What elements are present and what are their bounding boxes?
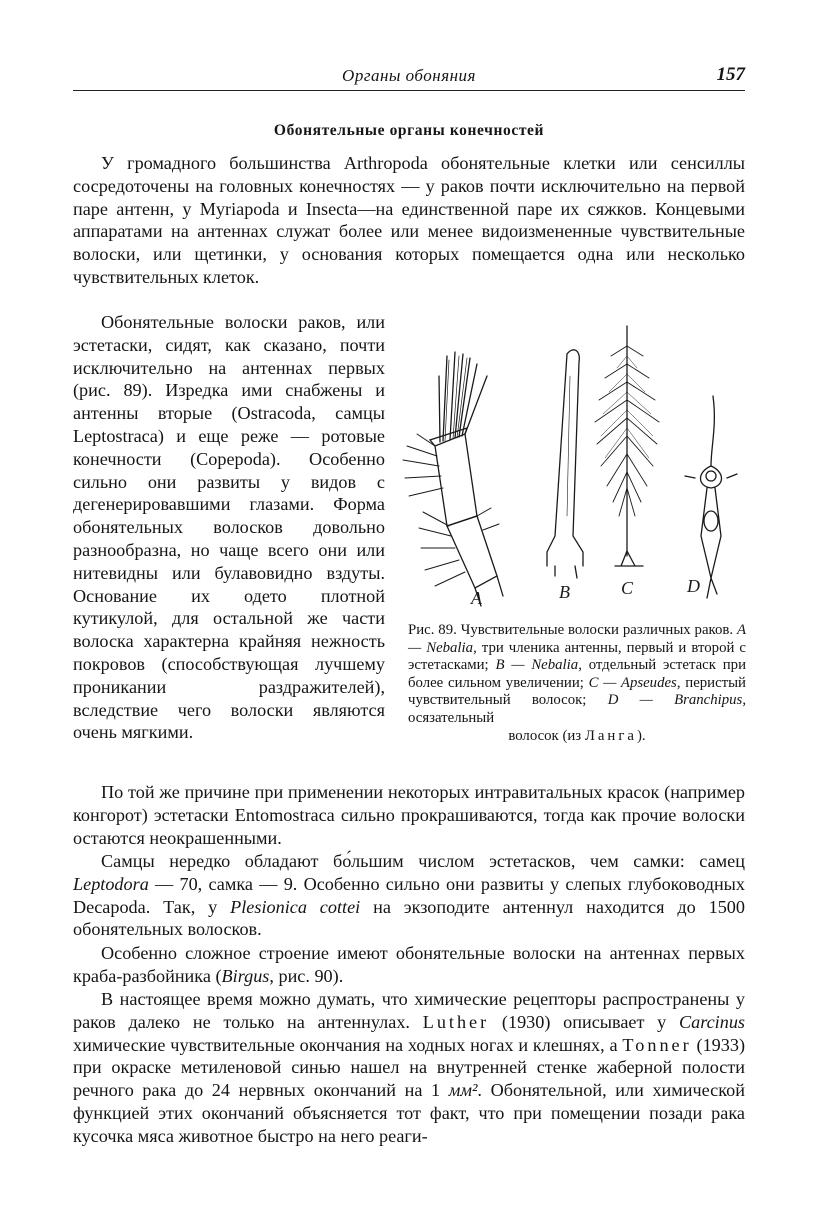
- paragraph-text: . Обонятельной, или химической функцией этих окончаний объясняется тот факт, что при помещении позади рака кусочка мяса животное быстро на него реаги-: [73, 1080, 745, 1146]
- author-name: Tonner: [622, 1034, 692, 1055]
- drawing-b: [547, 350, 583, 578]
- caption-author: Ланга: [584, 727, 637, 744]
- caption-last-line: [408, 728, 746, 746]
- caption-text: , осязательный: [408, 692, 747, 726]
- caption-text: , отдельный эстетаск при более сильном увеличении;: [408, 657, 746, 691]
- paragraph-text: (1933) при окраске метиленовой синью нашел на внутренней стенке жаберной полости речного рака до 24 нервных окончаний на 1: [73, 1034, 745, 1101]
- figure-label-a: A: [471, 588, 482, 608]
- figure-caption: [408, 622, 746, 745]
- paragraph-2: Обонятельные волоски раков, или эстетаски, сидят, как сказано, почти исключительно на антеннах первых (рис. 89). Изредка ими снабжены и антенны вторые (Ostracoda, самцы Leptostraca) и еще реже — ротовые конечности (Copepoda). Особенно сильно они развиты у видов с дегенерировавшими глазами. Форма обонятельных волосков довольно разнообразна, но чаще всего они или нитевидны или булавовидно вздуты. Основание их одето плотной кутикулой, для остальной же части волоска характерна крайняя нежность покровов (способствующая лучшему проникании раздражителей), вследствие чего волоски являются очень мягкими.: [73, 312, 385, 743]
- paragraph-1: У громадного большинства Arthropoda обонятельные клетки или сенсиллы сосредоточены на головных конечностях — у раков почти исключительно на первой паре антенн, у Myriapoda и Insecta—на единственной паре их сяжков. Концевыми аппаратами на антеннах служат более или менее видоизмененные чувствительные волоски, или щетинки, у основания которых помещается одна или несколько чувствительных клеток.: [73, 153, 745, 287]
- taxon-name: Leptodora: [73, 873, 149, 894]
- figure-label-c: C: [621, 578, 634, 598]
- taxon-name: Birgus: [221, 965, 270, 986]
- taxon-name: Plesionica cottei: [230, 896, 361, 917]
- drawing-d: [685, 396, 737, 598]
- caption-text: , перистый чувствительный волосок;: [408, 674, 746, 709]
- paragraph-text: Самцы нередко обладают бо́льшим числом эстетасков, чем самки: самец: [101, 851, 745, 871]
- paragraph-text: , рис. 90).: [269, 965, 344, 986]
- unit: мм²: [448, 1080, 478, 1101]
- paragraph-6: [73, 988, 745, 1148]
- caption-taxon: D — Branchipus: [607, 692, 743, 709]
- caption-text: Рис. 89. Чувствительные волоски различных раков.: [408, 622, 737, 638]
- figure-label-b: B: [559, 582, 570, 602]
- drawing-a: [403, 352, 503, 606]
- taxon-name: Carcinus: [678, 1011, 746, 1032]
- running-header: [73, 64, 745, 91]
- caption-taxon: A — Nebalia: [408, 622, 746, 656]
- drawing-c: [595, 326, 659, 566]
- paragraph-3: По той же причине при применении некоторых интравитальных красок (например конгорот) эстетаски Entomostraca сильно прокрашиваются, тогда как прочие волоски остаются неокрашенными.: [73, 782, 745, 848]
- paragraph-4: [73, 850, 745, 941]
- paragraph-text: — 70, самка — 9. Особенно сильно они развиты у слепых глубоководных Decapoda. Так, у: [73, 873, 745, 917]
- caption-text: , три членика антенны, первый и второй с эстетасками;: [408, 639, 746, 674]
- paragraph-text: (1930) описывает у: [489, 1011, 679, 1032]
- author-name: Luther: [422, 1011, 490, 1032]
- caption-text: волосок (из: [508, 727, 585, 744]
- section-heading: Обонятельные органы конечностей: [273, 122, 545, 139]
- caption-taxon: B — Nebalia: [495, 657, 579, 674]
- caption-text: ).: [637, 727, 646, 744]
- figure-89-drawing: [395, 316, 745, 616]
- figure-label-d: D: [687, 576, 700, 596]
- paragraph-5: [73, 942, 745, 988]
- paragraph-text: В настоящее время можно думать, что химические рецепторы распространены у раков далеко не только на антеннулах.: [73, 989, 745, 1032]
- paragraph-text: на экзоподите антеннул находится до 1500 обонятельных волосков.: [73, 896, 745, 940]
- figure-89: [395, 316, 745, 616]
- paragraph-text: химические чувствительные окончания на ходных ногах и клешнях, а: [73, 1034, 623, 1055]
- page-number: 157: [716, 64, 745, 85]
- caption-taxon: C — Apseudes: [588, 674, 677, 691]
- paragraph-text: Особенно сложное строение имеют обонятельные волоски на антеннах первых краба-разбойника (: [73, 943, 745, 986]
- running-title: Органы обоняния: [342, 66, 476, 85]
